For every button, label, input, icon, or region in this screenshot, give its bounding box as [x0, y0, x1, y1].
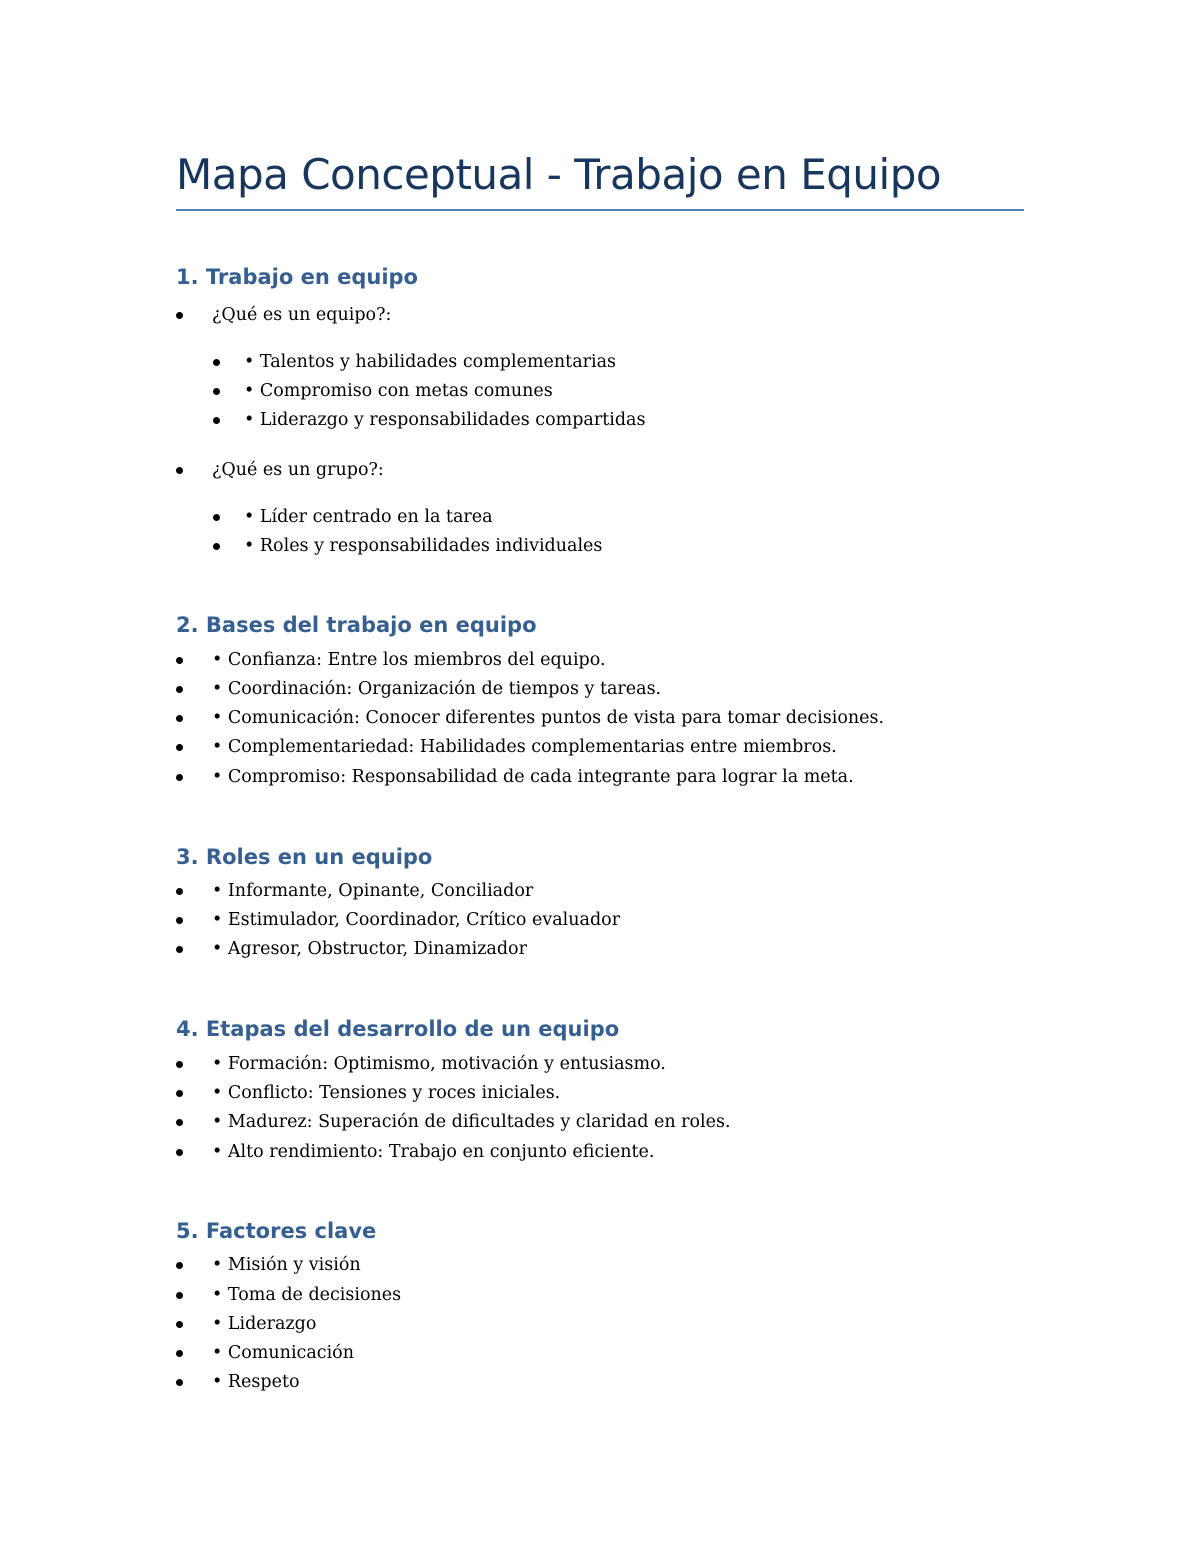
list-item-text: • Comunicación [212, 1343, 354, 1363]
list-item-text: • Conflicto: Tensiones y roces iniciales. [212, 1083, 561, 1103]
bullet-icon [176, 1321, 183, 1328]
list-item-text: • Madurez: Superación de dificultades y claridad en roles. [212, 1112, 731, 1132]
bullet-icon [176, 657, 183, 664]
list-item-text: • Respeto [212, 1372, 300, 1392]
list-item-text: • Liderazgo y responsabilidades compartidas [244, 410, 646, 430]
list-item-text: ¿Qué es un grupo?: [212, 460, 384, 480]
bullet-icon [176, 946, 183, 953]
bullet-icon [176, 774, 183, 781]
list-item-text: ¿Qué es un equipo?: [212, 305, 392, 325]
list-item-text: • Roles y responsabilidades individuales [244, 536, 603, 556]
list-item-text: • Agresor, Obstructor, Dinamizador [212, 939, 527, 959]
list-item-text: • Compromiso: Responsabilidad de cada integrante para lograr la meta. [212, 767, 854, 787]
list-item-text: • Líder centrado en la tarea [244, 507, 493, 527]
list-item-text: • Liderazgo [212, 1314, 317, 1334]
bullet-icon [176, 888, 183, 895]
section-heading-4: 4. Etapas del desarrollo de un equipo [176, 1017, 620, 1041]
bullet-icon [176, 1292, 183, 1299]
bullet-icon [176, 467, 183, 474]
bullet-icon [176, 1119, 183, 1126]
list-item-text: • Alto rendimiento: Trabajo en conjunto eficiente. [212, 1142, 655, 1162]
bullet-icon [176, 312, 183, 319]
title-underline [176, 209, 1024, 211]
bullet-icon [176, 1149, 183, 1156]
bullet-icon [213, 543, 220, 550]
section-heading-2: 2. Bases del trabajo en equipo [176, 613, 537, 637]
bullet-icon [176, 1262, 183, 1269]
bullet-icon [176, 686, 183, 693]
list-item-text: • Estimulador, Coordinador, Crítico evaluador [212, 910, 621, 930]
bullet-icon [213, 388, 220, 395]
bullet-icon [176, 917, 183, 924]
bullet-icon [176, 1379, 183, 1386]
bullet-icon [176, 715, 183, 722]
bullet-icon [213, 359, 220, 366]
bullet-icon [213, 514, 220, 521]
bullet-icon [176, 1350, 183, 1357]
list-item-text: • Misión y visión [212, 1255, 361, 1275]
bullet-icon [176, 1061, 183, 1068]
list-item-text: • Talentos y habilidades complementarias [244, 352, 617, 372]
section-heading-3: 3. Roles en un equipo [176, 845, 433, 869]
list-item-text: • Comunicación: Conocer diferentes puntos de vista para tomar decisiones. [212, 708, 885, 728]
bullet-icon [176, 1090, 183, 1097]
list-item-text: • Informante, Opinante, Conciliador [212, 881, 534, 901]
bullet-icon [176, 744, 183, 751]
list-item-text: • Complementariedad: Habilidades complementarias entre miembros. [212, 737, 837, 757]
section-heading-5: 5. Factores clave [176, 1219, 377, 1243]
list-item-text: • Formación: Optimismo, motivación y entusiasmo. [212, 1054, 666, 1074]
list-item-text: • Toma de decisiones [212, 1285, 402, 1305]
document-title: Mapa Conceptual - Trabajo en Equipo [176, 150, 942, 199]
bullet-icon [213, 417, 220, 424]
list-item-text: • Compromiso con metas comunes [244, 381, 553, 401]
section-heading-1: 1. Trabajo en equipo [176, 265, 418, 289]
list-item-text: • Confianza: Entre los miembros del equipo. [212, 650, 606, 670]
list-item-text: • Coordinación: Organización de tiempos y tareas. [212, 679, 662, 699]
